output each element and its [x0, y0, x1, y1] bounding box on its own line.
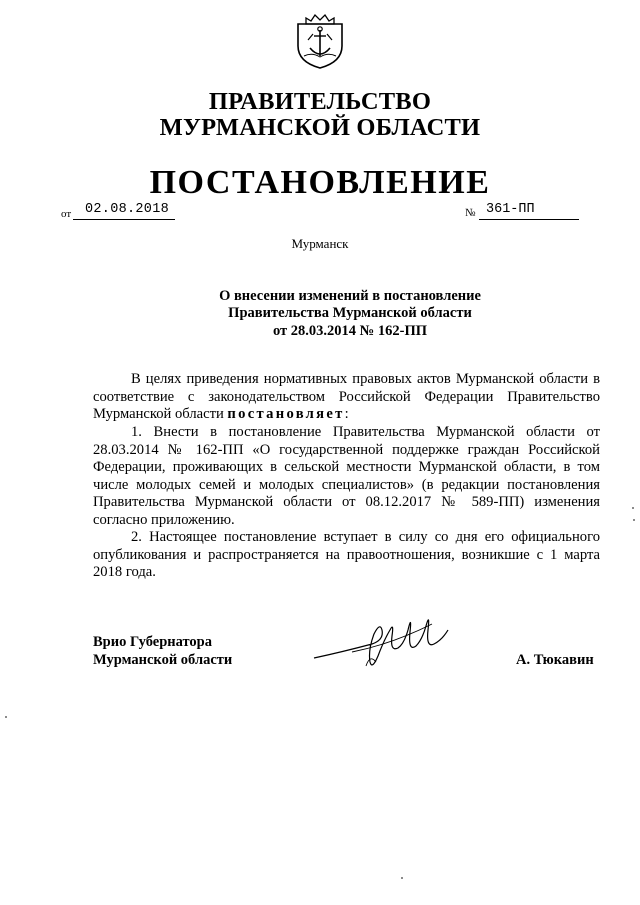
number-label: №: [465, 207, 476, 219]
scan-speck: [633, 519, 635, 521]
subject-line2: Правительства Мурманской области: [228, 305, 472, 321]
scan-speck: [632, 507, 634, 509]
document-type-title: ПОСТАНОВЛЕНИЕ: [149, 164, 491, 201]
signatory-position-line1: Врио Губернатора: [93, 634, 212, 650]
signatory-name: А. Тюкавин: [516, 652, 594, 668]
signatory-position-line2: Мурманской области: [93, 652, 233, 668]
preamble-text: В целях приведения нормативных правовых актов Мурманской области в соответствие с законодательством Российской Федерации Правительство Мурманской области: [93, 371, 600, 423]
date-label: от: [61, 208, 72, 220]
city-name: Мурманск: [291, 236, 349, 251]
clause-1-text: 1. Внести в постановление Правительства Мурманской области от 28.03.2014 № 162-ПП «О государственной поддержке граждан Российской Федерации, проживающих в сельской местности Мурманской области, в том числе молодых семей и молодых специалистов» (в редакции постановления Правительства Мурманской области от 08.12.2017 № 589-ПП) изменения согласно приложению.: [93, 424, 600, 528]
subject-line3: от 28.03.2014 № 162-ПП: [272, 323, 427, 339]
coat-of-arms-emblem: [292, 12, 348, 70]
decree-keyword: постановляет: [227, 406, 345, 423]
number-field: [479, 202, 579, 220]
clause-2-text: 2. Настоящее постановление вступает в силу со дня его официального опубликования и распространяется на правоотношения, возникшие с 1 марта 2018 года.: [93, 529, 600, 581]
clause-2-paragraph: [93, 529, 600, 582]
subject-line1: О внесении изменений в постановление: [219, 288, 481, 304]
preamble-end: :: [344, 406, 349, 423]
scan-speck: [401, 877, 403, 879]
clause-1-paragraph: [93, 424, 600, 530]
organization-name-line2: МУРМАНСКОЙ ОБЛАСТИ: [159, 114, 481, 141]
number-value: 361-ПП: [486, 202, 535, 217]
date-field: [73, 202, 175, 220]
preamble-paragraph: [93, 371, 600, 424]
handwritten-signature: [312, 600, 462, 680]
date-value: 02.08.2018: [85, 202, 170, 217]
scan-speck: [5, 716, 7, 718]
organization-name-line1: ПРАВИТЕЛЬСТВО: [208, 88, 432, 115]
